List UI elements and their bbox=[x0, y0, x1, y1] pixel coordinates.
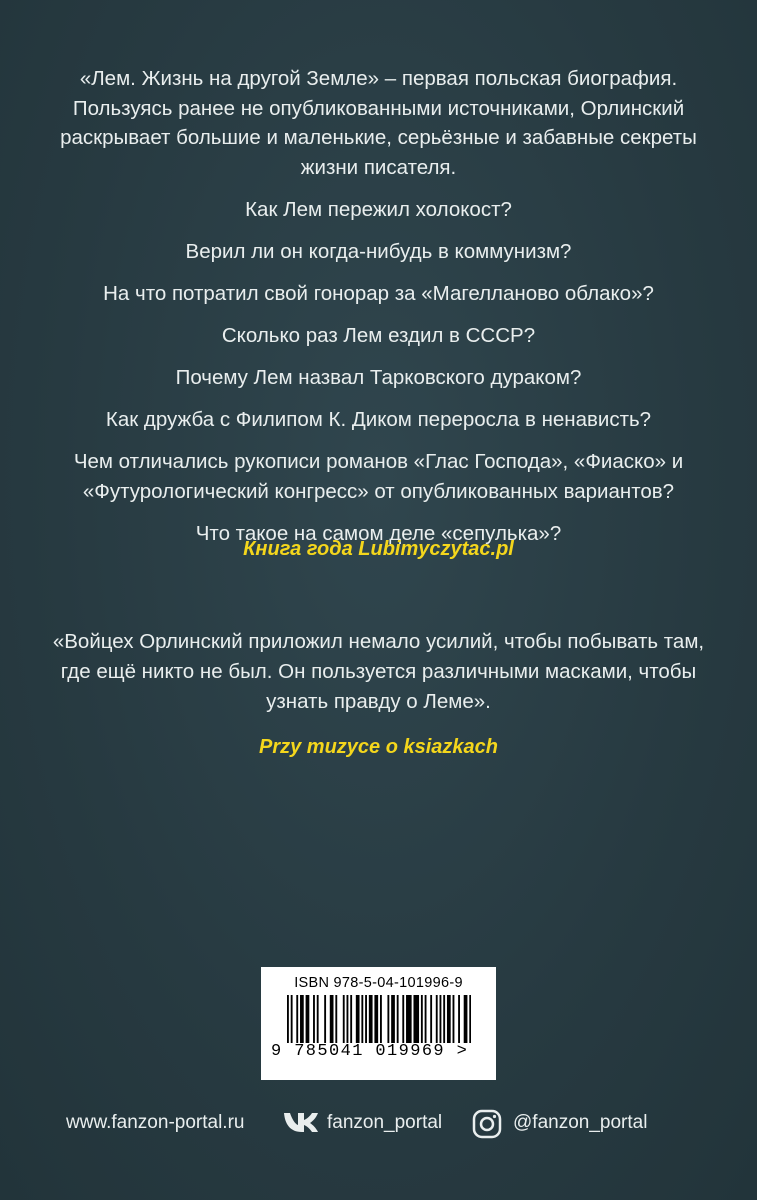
barcode-bar bbox=[402, 995, 404, 1043]
barcode-bar bbox=[421, 995, 423, 1043]
vk-handle[interactable]: fanzon_portal bbox=[327, 1112, 443, 1133]
barcode-bar bbox=[447, 995, 451, 1043]
barcode-bar bbox=[356, 995, 360, 1043]
barcode-bar bbox=[430, 995, 432, 1043]
barcode-bar bbox=[413, 995, 419, 1043]
question-1: Как Лем пережил холокост? bbox=[245, 198, 512, 221]
website-link[interactable]: www.fanzon-portal.ru bbox=[66, 1112, 245, 1133]
barcode-bar bbox=[458, 995, 460, 1043]
barcode-bar bbox=[374, 995, 378, 1043]
back-cover-blurb bbox=[40, 64, 717, 561]
barcode-bar bbox=[313, 995, 315, 1043]
barcode-bar bbox=[350, 995, 352, 1043]
barcode-bar bbox=[436, 995, 438, 1043]
barcode-bar bbox=[425, 995, 427, 1043]
question-2: Верил ли он когда-нибудь в коммунизм? bbox=[185, 240, 572, 263]
barcode-bar bbox=[343, 995, 345, 1043]
vk-icon bbox=[282, 1110, 320, 1134]
barcode-bar bbox=[464, 995, 468, 1043]
barcode-bar bbox=[317, 995, 319, 1043]
barcode-bar bbox=[443, 995, 445, 1043]
barcode-bar bbox=[397, 995, 399, 1043]
footer bbox=[0, 1108, 757, 1138]
barcode-bar bbox=[347, 995, 349, 1043]
barcode-bar bbox=[406, 995, 412, 1043]
barcode-digits: 9 785041 019969 > bbox=[271, 1042, 469, 1061]
barcode-bar bbox=[306, 995, 310, 1043]
barcode-bar bbox=[291, 995, 293, 1043]
isbn-number: ISBN 978-5-04-101996-9 bbox=[294, 975, 463, 991]
barcode-bar bbox=[387, 995, 389, 1043]
barcode-bar bbox=[440, 995, 442, 1043]
barcode-bar bbox=[296, 995, 298, 1043]
barcode-bar bbox=[391, 995, 395, 1043]
barcode-bars bbox=[287, 995, 471, 1043]
question-5: Почему Лем назвал Тарковского дураком? bbox=[175, 366, 582, 389]
barcode-bar bbox=[365, 995, 367, 1043]
barcode-bar bbox=[369, 995, 373, 1043]
barcode-bar bbox=[335, 995, 337, 1043]
barcode-bar bbox=[453, 995, 455, 1043]
instagram-icon bbox=[471, 1108, 503, 1140]
question-8: Что такое на самом деле «сепулька»? bbox=[195, 521, 562, 545]
barcode-bar bbox=[300, 995, 304, 1043]
barcode-bar bbox=[330, 995, 334, 1043]
isbn-barcode bbox=[261, 967, 496, 1080]
instagram-handle[interactable]: @fanzon_portal bbox=[513, 1112, 648, 1133]
barcode-bar bbox=[324, 995, 326, 1043]
intro-paragraph: «Лем. Жизнь на другой Земле» – первая польская биография. Пользуясь ранее не опубликованными источниками, Орлинский раскрывает большие и маленькие, серьёзные и забавные секреты жизни писателя. bbox=[60, 67, 697, 179]
review-source: Przy muzyce o ksiazkach bbox=[258, 736, 498, 758]
award-label: Книга года Lubimyczytac.pl bbox=[243, 538, 514, 560]
review-quote: «Войцех Орлинский приложил немало усилий, чтобы побывать там, где ещё никто не был. Он пользуется различными масками, чтобы узнать правду о Леме». bbox=[52, 630, 705, 713]
barcode-bar bbox=[469, 995, 471, 1043]
barcode-bar bbox=[287, 995, 289, 1043]
question-6: Как дружба с Филипом К. Диком переросла в ненависть? bbox=[105, 408, 652, 431]
barcode-bar bbox=[361, 995, 363, 1043]
barcode-bar bbox=[380, 995, 382, 1043]
question-7: Чем отличались рукописи романов «Глас Господа», «Фиаско» и «Футурологический конгресс» от опубликованных вариантов? bbox=[73, 450, 684, 503]
question-3: На что потратил свой гонорар за «Магелланово облако»? bbox=[103, 282, 654, 305]
question-4: Сколько раз Лем ездил в СССР? bbox=[221, 324, 536, 347]
